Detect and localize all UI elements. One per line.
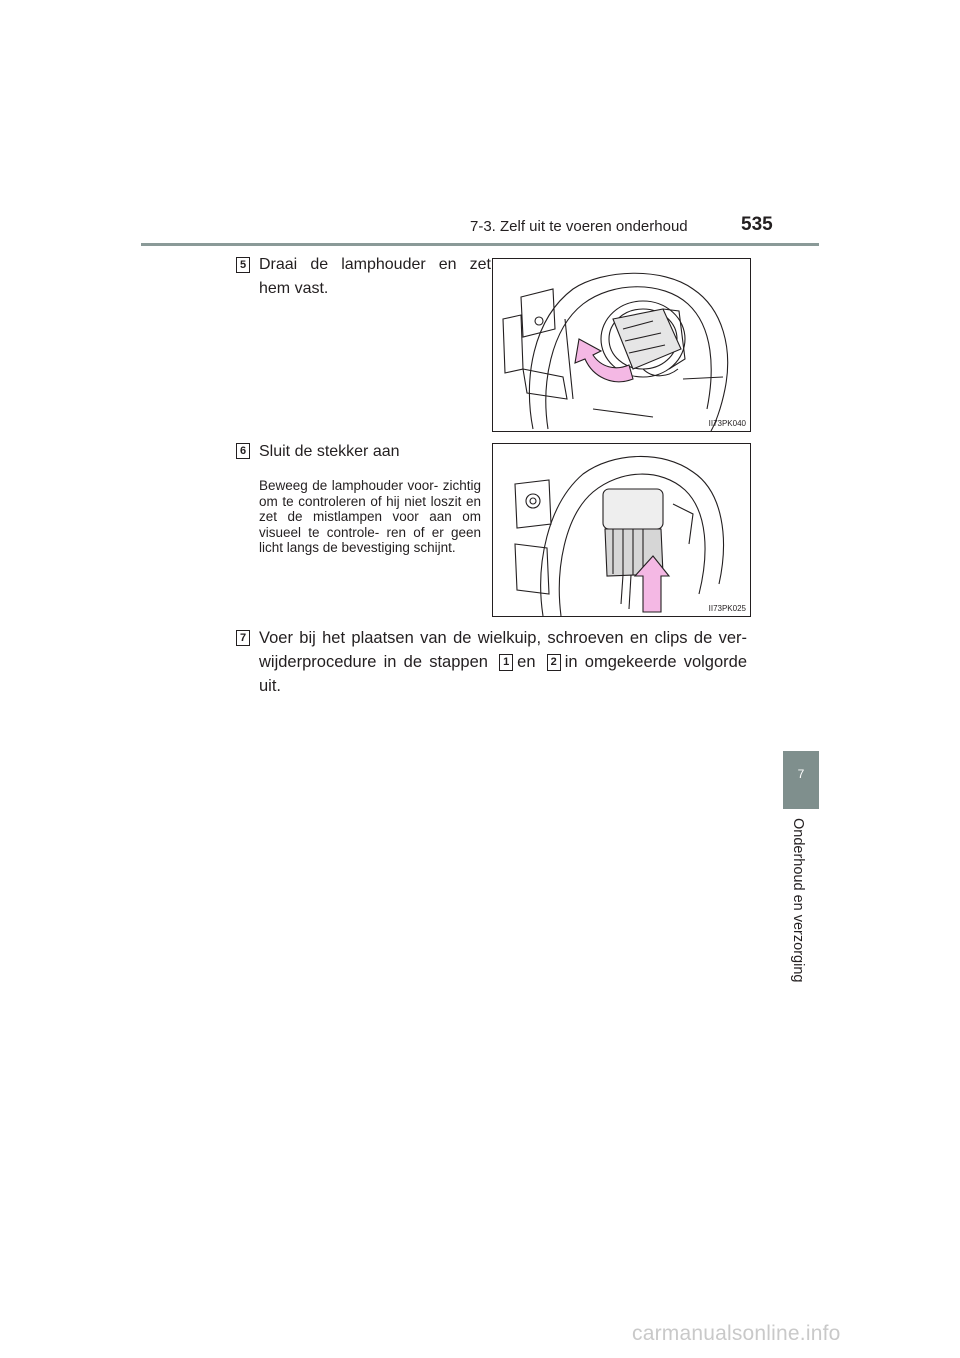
figure-rotate-lampholder (492, 258, 751, 432)
step-6-note: Beweeg de lamphouder voor- zichtig om te controleren of hij niet loszit en zet de mistlampen voor aan om visueel te controle- ren of er geen licht langs de bevestiging schijnt. (259, 478, 481, 555)
figure-label: II73PK025 (708, 604, 746, 613)
lampholder-rotate-illustration (493, 259, 750, 431)
step-number-5: 5 (236, 257, 250, 273)
section-title: 7-3. Zelf uit te voeren onderhoud (470, 218, 688, 235)
watermark: carmanualsonline.info (632, 1322, 841, 1345)
header-rule (141, 243, 819, 246)
step-6-title: Sluit de stekker aan (259, 443, 400, 460)
step-ref-1: 1 (499, 654, 513, 671)
step-number-7: 7 (236, 630, 250, 646)
step-7-text-c: in omgekeerde volgorde uit. (259, 653, 748, 695)
step-5-text: Draai de lamphouder en zet hem vast. (259, 256, 491, 297)
step-7-text-b: en (517, 653, 536, 671)
step-number-6: 6 (236, 443, 250, 459)
connector-illustration (493, 444, 750, 616)
chapter-title: Onderhoud en verzorging (790, 818, 806, 983)
figure-connect-plug (492, 443, 751, 617)
step-7-text-a: Voer bij het plaatsen van de wielkuip, schroeven en clips de ver- wijderprocedure in de stappen (259, 629, 747, 671)
step-7-text (259, 626, 747, 698)
figure-label: II73PK040 (708, 419, 746, 428)
chapter-number: 7 (797, 767, 805, 781)
page-number: 535 (741, 214, 773, 235)
step-ref-2: 2 (547, 654, 561, 671)
